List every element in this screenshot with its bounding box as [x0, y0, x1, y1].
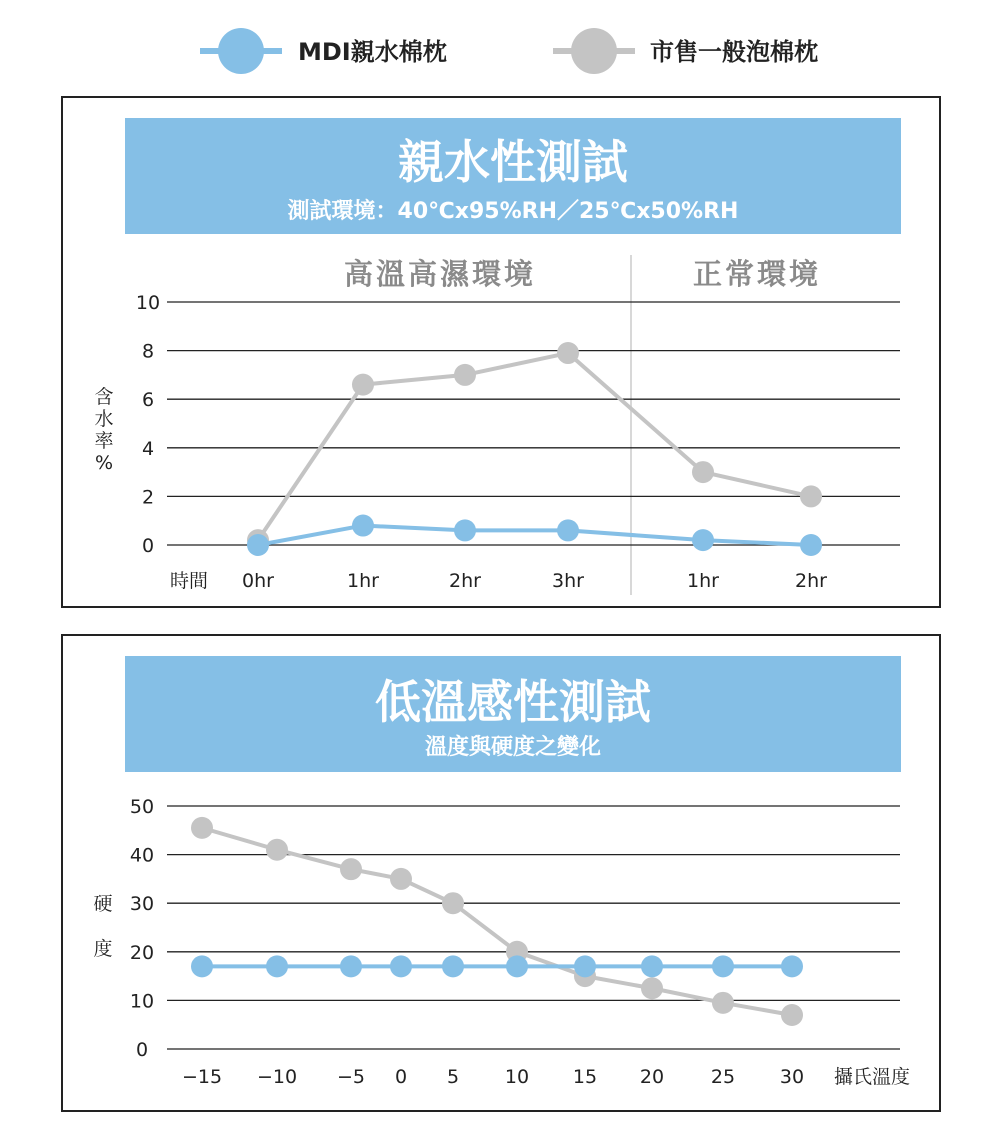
data-point: [641, 955, 663, 977]
legend-label-mdi: MDI親水棉枕: [298, 38, 447, 66]
y-tick-label: 6: [141, 389, 155, 412]
x-tick-labels: [242, 570, 827, 592]
data-point: [712, 955, 734, 977]
x-tick-label: 1hr: [687, 570, 719, 592]
legend-marker-foam: [571, 28, 617, 74]
data-point: [390, 868, 412, 890]
x-tick-label: 3hr: [552, 570, 584, 592]
data-point: [266, 839, 288, 861]
data-point: [352, 374, 374, 396]
data-point: [191, 817, 213, 839]
legend-item-foam: [553, 28, 819, 74]
y-axis-char: 度: [93, 938, 113, 960]
y-tick-label: 10: [129, 990, 155, 1013]
x-tick-label: 25: [710, 1066, 736, 1088]
x-tick-label: 30: [779, 1066, 805, 1088]
x-tick-label: 0: [394, 1066, 408, 1088]
y-tick-label: 0: [141, 535, 155, 557]
y-axis-title: [94, 386, 113, 474]
y-tick-label: 20: [129, 941, 155, 964]
data-point: [781, 1004, 803, 1026]
data-point: [557, 519, 579, 541]
data-point: [712, 992, 734, 1014]
region-label-normal: 正常環境: [692, 257, 822, 291]
data-point: [390, 955, 412, 977]
y-axis-char: %: [94, 452, 114, 474]
y-axis-char: 率: [94, 430, 114, 452]
y-tick-labels: [136, 292, 160, 557]
x-tick-label: −5: [336, 1066, 366, 1088]
legend-label-foam: 市售一般泡棉枕: [650, 38, 818, 66]
data-point: [781, 955, 803, 977]
data-point: [191, 955, 213, 977]
y-tick-label: 4: [141, 437, 155, 460]
y-tick-label: 10: [135, 292, 161, 314]
legend-item-mdi: [200, 28, 448, 74]
data-point: [442, 892, 464, 914]
data-point: [352, 515, 374, 537]
data-point: [574, 955, 596, 977]
data-point: [247, 534, 269, 556]
data-point: [692, 529, 714, 551]
x-axis-title: 攝氏溫度: [834, 1066, 911, 1088]
y-axis-char: 水: [94, 408, 114, 430]
data-point: [506, 955, 528, 977]
legend: [200, 28, 819, 74]
chart-hydrophilic: [62, 97, 940, 607]
chart-subtitle: 溫度與硬度之變化: [424, 735, 602, 760]
data-point: [454, 364, 476, 386]
region-label-high: 高溫高濕環境: [343, 257, 537, 291]
y-tick-label: 30: [129, 893, 155, 916]
x-tick-label: 5: [446, 1066, 460, 1088]
series-group: [191, 817, 803, 1026]
chart-title: 親水性測試: [398, 135, 628, 189]
data-point: [266, 955, 288, 977]
y-tick-label: 40: [129, 844, 155, 867]
x-axis-title: 時間: [170, 570, 209, 592]
series-line: [258, 526, 811, 545]
data-point: [800, 534, 822, 556]
x-tick-label: 1hr: [347, 570, 379, 592]
data-point: [692, 461, 714, 483]
x-tick-label: −10: [256, 1066, 298, 1088]
data-point: [800, 485, 822, 507]
data-point: [454, 519, 476, 541]
y-tick-label: 2: [141, 486, 155, 509]
x-tick-label: 2hr: [449, 570, 481, 592]
y-axis-char: 硬: [93, 893, 113, 915]
y-axis-title: [93, 893, 112, 960]
data-point: [442, 955, 464, 977]
y-tick-label: 8: [141, 340, 155, 363]
data-point: [557, 342, 579, 364]
x-tick-label: −15: [181, 1066, 223, 1088]
chart-title: 低溫感性測試: [375, 675, 651, 729]
x-tick-labels: [182, 1066, 804, 1088]
series-line: [202, 828, 792, 1015]
x-tick-label: 20: [639, 1066, 665, 1088]
data-point: [340, 858, 362, 880]
y-tick-labels: [130, 796, 154, 1061]
series-line: [258, 353, 811, 540]
y-axis-char: 含: [94, 386, 114, 408]
x-tick-label: 2hr: [795, 570, 827, 592]
y-tick-label: 50: [129, 796, 155, 818]
x-tick-label: 10: [504, 1066, 530, 1088]
chart-low-temperature: [62, 635, 940, 1111]
chart-subtitle: 測試環境：40℃x95%RH／25℃x50%RH: [287, 199, 739, 224]
x-tick-label: 15: [572, 1066, 598, 1088]
y-tick-label: 0: [135, 1039, 149, 1061]
data-point: [641, 977, 663, 999]
x-tick-label: 0hr: [242, 570, 274, 592]
legend-marker-mdi: [218, 28, 264, 74]
series-group: [247, 342, 822, 556]
data-point: [340, 955, 362, 977]
